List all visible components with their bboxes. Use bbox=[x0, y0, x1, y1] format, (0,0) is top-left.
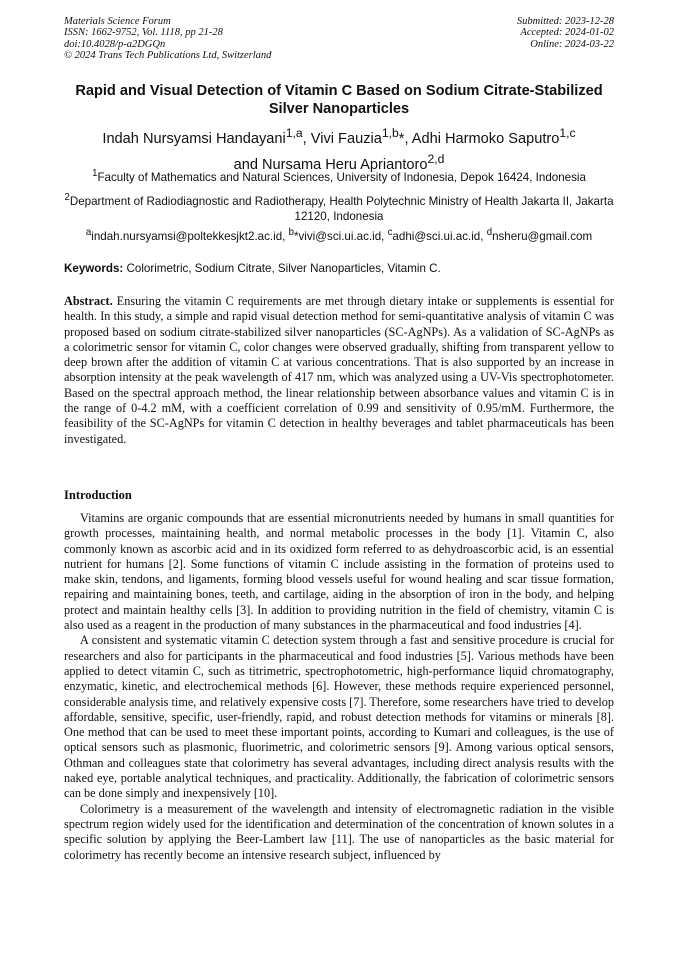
email-sup: a bbox=[85, 227, 92, 238]
email-sup: c bbox=[387, 227, 393, 238]
affiliation-text: Department of Radiodiagnostic and Radiotherapy, Health Polytechnic Ministry of Health Jakarta II, Jakarta 12120, Indonesia bbox=[69, 194, 614, 223]
corresponding-star: * bbox=[398, 130, 405, 147]
paragraph: A consistent and systematic vitamin C detection system through a fast and sensitive procedure is crucial for researchers and also for participants in the pharmaceutical and food industries [5]. Various methods have been applied to detect vitamin C, such as titrimetric, spectrophotometric, high-performance liquid chromatography, enzymatic, kinetic, and electrochemical methods [6]. However, these methods require experienced personnel, considerable analysis time, and relatively expensive costs [7]. Therefore, some researchers have tried to develop affordable, sensitive, specific, user-friendly, rapid, and robust detection methods for vitamins or minerals [8]. One method that can be used to meet these important points, according to Kumari and colleagues, is the use of optical sensors such as plasmonic, fluorimetric, and colorimetric sensors [9]. Among various optical sensors, Othman and colleagues state that colorimetry has several advantages, including direct analysis results with the naked eye, portable analytical techniques, and practicality. Additionally, the fabrication of colorimetric sensors can be done simply and inexpensively [10]. bbox=[64, 633, 614, 801]
affiliation-1 bbox=[64, 166, 614, 185]
email-list bbox=[64, 225, 614, 244]
affiliation-2 bbox=[64, 190, 614, 224]
author-separator: , bbox=[302, 130, 311, 147]
paper-title: Rapid and Visual Detection of Vitamin C Based on Sodium Citrate-Stabilized Silver Nanoparticles bbox=[75, 83, 603, 117]
accepted-date: Accepted: 2024-01-02 bbox=[520, 27, 614, 39]
author-affiliation-sup: 1,a bbox=[285, 126, 303, 140]
online-date: Online: 2024-03-22 bbox=[530, 38, 614, 50]
email-link[interactable]: nsheru@gmail.com bbox=[492, 229, 593, 243]
keywords-text: Colorimetric, Sodium Citrate, Silver Nanoparticles, Vitamin C. bbox=[123, 262, 441, 275]
journal-name: Materials Science Forum bbox=[64, 16, 171, 27]
author-affiliation-sup: 1,b bbox=[381, 126, 399, 140]
issn-line: ISSN: 1662-9752, Vol. 1118, pp 21-28 bbox=[64, 27, 223, 39]
affiliation-sup: 2 bbox=[64, 192, 70, 203]
email-link[interactable]: adhi@sci.ui.ac.id, bbox=[392, 229, 487, 243]
author-affiliation-sup: 2,d bbox=[427, 151, 445, 166]
paragraph: Colorimetry is a measurement of the wavelength and intensity of electromagnetic radiation in the visible spectrum region widely used for the identification and determination of the concentration of known solutes in a specific solution by applying the Beer-Lambert law [11]. The use of nanoparticles as the basic material for colorimetry has recently become an intensive research subject, influenced by bbox=[64, 801, 614, 862]
journal-header bbox=[64, 16, 271, 62]
abstract-text: Ensuring the vitamin C requirements are met through dietary intake or supplements is essential for health. In this study, a simple and rapid visual detection method for semi-quantitative analysis of vitamin C was proposed based on sodium citrate-stabilized silver nanoparticles (SC-AgNPs). As a validation of SC-AgNPs as a colorimetric sensor for vitamin C, color changes were observed gradually, shifting from transparent yellow to deep brown after the addition of vitamin C at various concentrations. That is also supported by an increase in absorption intensity at the peak wavelength of 417 nm, which was analyzed using a UV-Vis spectrophotometer. Based on the spectral approach method, the linear relationship between absorbance values and vitamin C is in the range of 0-4.2 mM, with a coefficient correlation of 0.99 and sensitivity of 0.95/mM. Furthermore, the feasibility of the SC-AgNPs for vitamin C detection in healthy beverages and tablet pharmaceuticals has been investigated. bbox=[64, 294, 614, 446]
email-sup: d bbox=[486, 227, 493, 238]
email-sup: b bbox=[288, 227, 294, 238]
submitted-date: Submitted: 2023-12-28 bbox=[516, 16, 614, 27]
copyright-line: © 2024 Trans Tech Publications Ltd, Switzerland bbox=[64, 50, 272, 62]
abstract-label: Abstract. bbox=[64, 294, 113, 308]
dates-header bbox=[517, 16, 614, 50]
author-name: and Nursama Heru Apriantoro bbox=[233, 156, 428, 173]
abstract-block bbox=[64, 294, 614, 447]
author-name: Vivi Fauzia bbox=[310, 130, 382, 147]
keywords-line bbox=[64, 261, 614, 276]
author-separator: , bbox=[404, 130, 412, 147]
doi-line: doi:10.4028/p-a2DGQn bbox=[64, 38, 166, 50]
affiliation-sup: 1 bbox=[92, 168, 98, 179]
author-name: Indah Nursyamsi Handayani bbox=[102, 130, 286, 147]
introduction-heading: Introduction bbox=[64, 488, 132, 502]
keywords-label: Keywords: bbox=[64, 262, 124, 275]
paragraph: Vitamins are organic compounds that are essential micronutrients needed by humans in small quantities for growth processes, maintaining health, and normal metabolic processes in the body [1]. Vitamin C, also commonly known as ascorbic acid and in its oxidized form referred to as dehydroascorbic acid, is an essential nutrient for humans [2]. Some functions of vitamin C include assisting in the formation of proteins used to make skin, tendons, and ligaments, forming blood vessels useful for wound healing and scar tissue formation, repairing and maintaining bones, teeth, and cartilage, aiding in the absorption of iron in the body, and helping protect and maintain healthy cells [3]. In addition to providing nutrition in the field of chemistry, vitamin C is also used as a reagent in the production of many substances in the pharmaceutical and food industries [4]. bbox=[64, 511, 614, 633]
author-name: Adhi Harmoko Saputro bbox=[411, 130, 560, 147]
email-link[interactable]: *vivi@sci.ui.ac.id, bbox=[294, 229, 388, 243]
author-affiliation-sup: 1,c bbox=[559, 126, 576, 140]
email-link[interactable]: indah.nursyamsi@poltekkesjkt2.ac.id, bbox=[91, 229, 289, 243]
introduction-body bbox=[64, 511, 614, 863]
affiliation-text: Faculty of Mathematics and Natural Sciences, University of Indonesia, Depok 16424, Indonesia bbox=[97, 170, 586, 184]
